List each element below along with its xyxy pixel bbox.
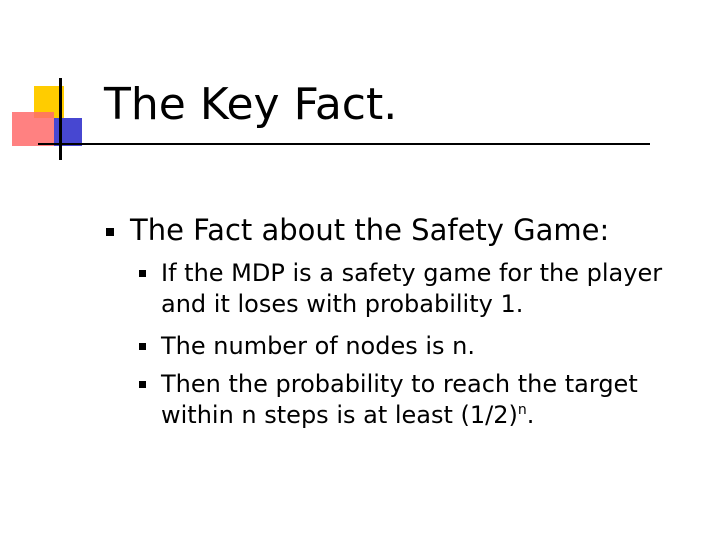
subbullet-3-line-1: Then the probability to reach the target <box>161 370 638 398</box>
subbullet-3 <box>161 369 681 431</box>
exponent: n <box>517 402 527 418</box>
red-square <box>12 112 54 146</box>
subbullet-1-line-2: and it loses with probability 1. <box>161 290 524 318</box>
subbullet-1-line-1: If the MDP is a safety game for the player <box>161 259 663 287</box>
square-bullet-icon <box>139 270 146 277</box>
subbullet-1 <box>161 258 681 320</box>
slide-title: The Key Fact. <box>104 79 398 130</box>
subbullet-2-line-1: The number of nodes is n. <box>161 332 475 360</box>
title-underline <box>38 143 650 145</box>
subbullet-2 <box>161 331 681 362</box>
square-bullet-icon <box>139 381 146 388</box>
square-bullet-icon <box>139 343 146 350</box>
subbullet-3-line-2 <box>161 400 681 431</box>
subbullet-3-line-2-text: within n steps is at least (1/2) <box>161 401 518 429</box>
logo-vertical-line <box>59 78 62 160</box>
subbullet-3-trailing: . <box>526 401 535 429</box>
bullet-text: The Fact about the Safety Game: <box>130 213 610 247</box>
square-bullet-icon <box>106 228 114 236</box>
